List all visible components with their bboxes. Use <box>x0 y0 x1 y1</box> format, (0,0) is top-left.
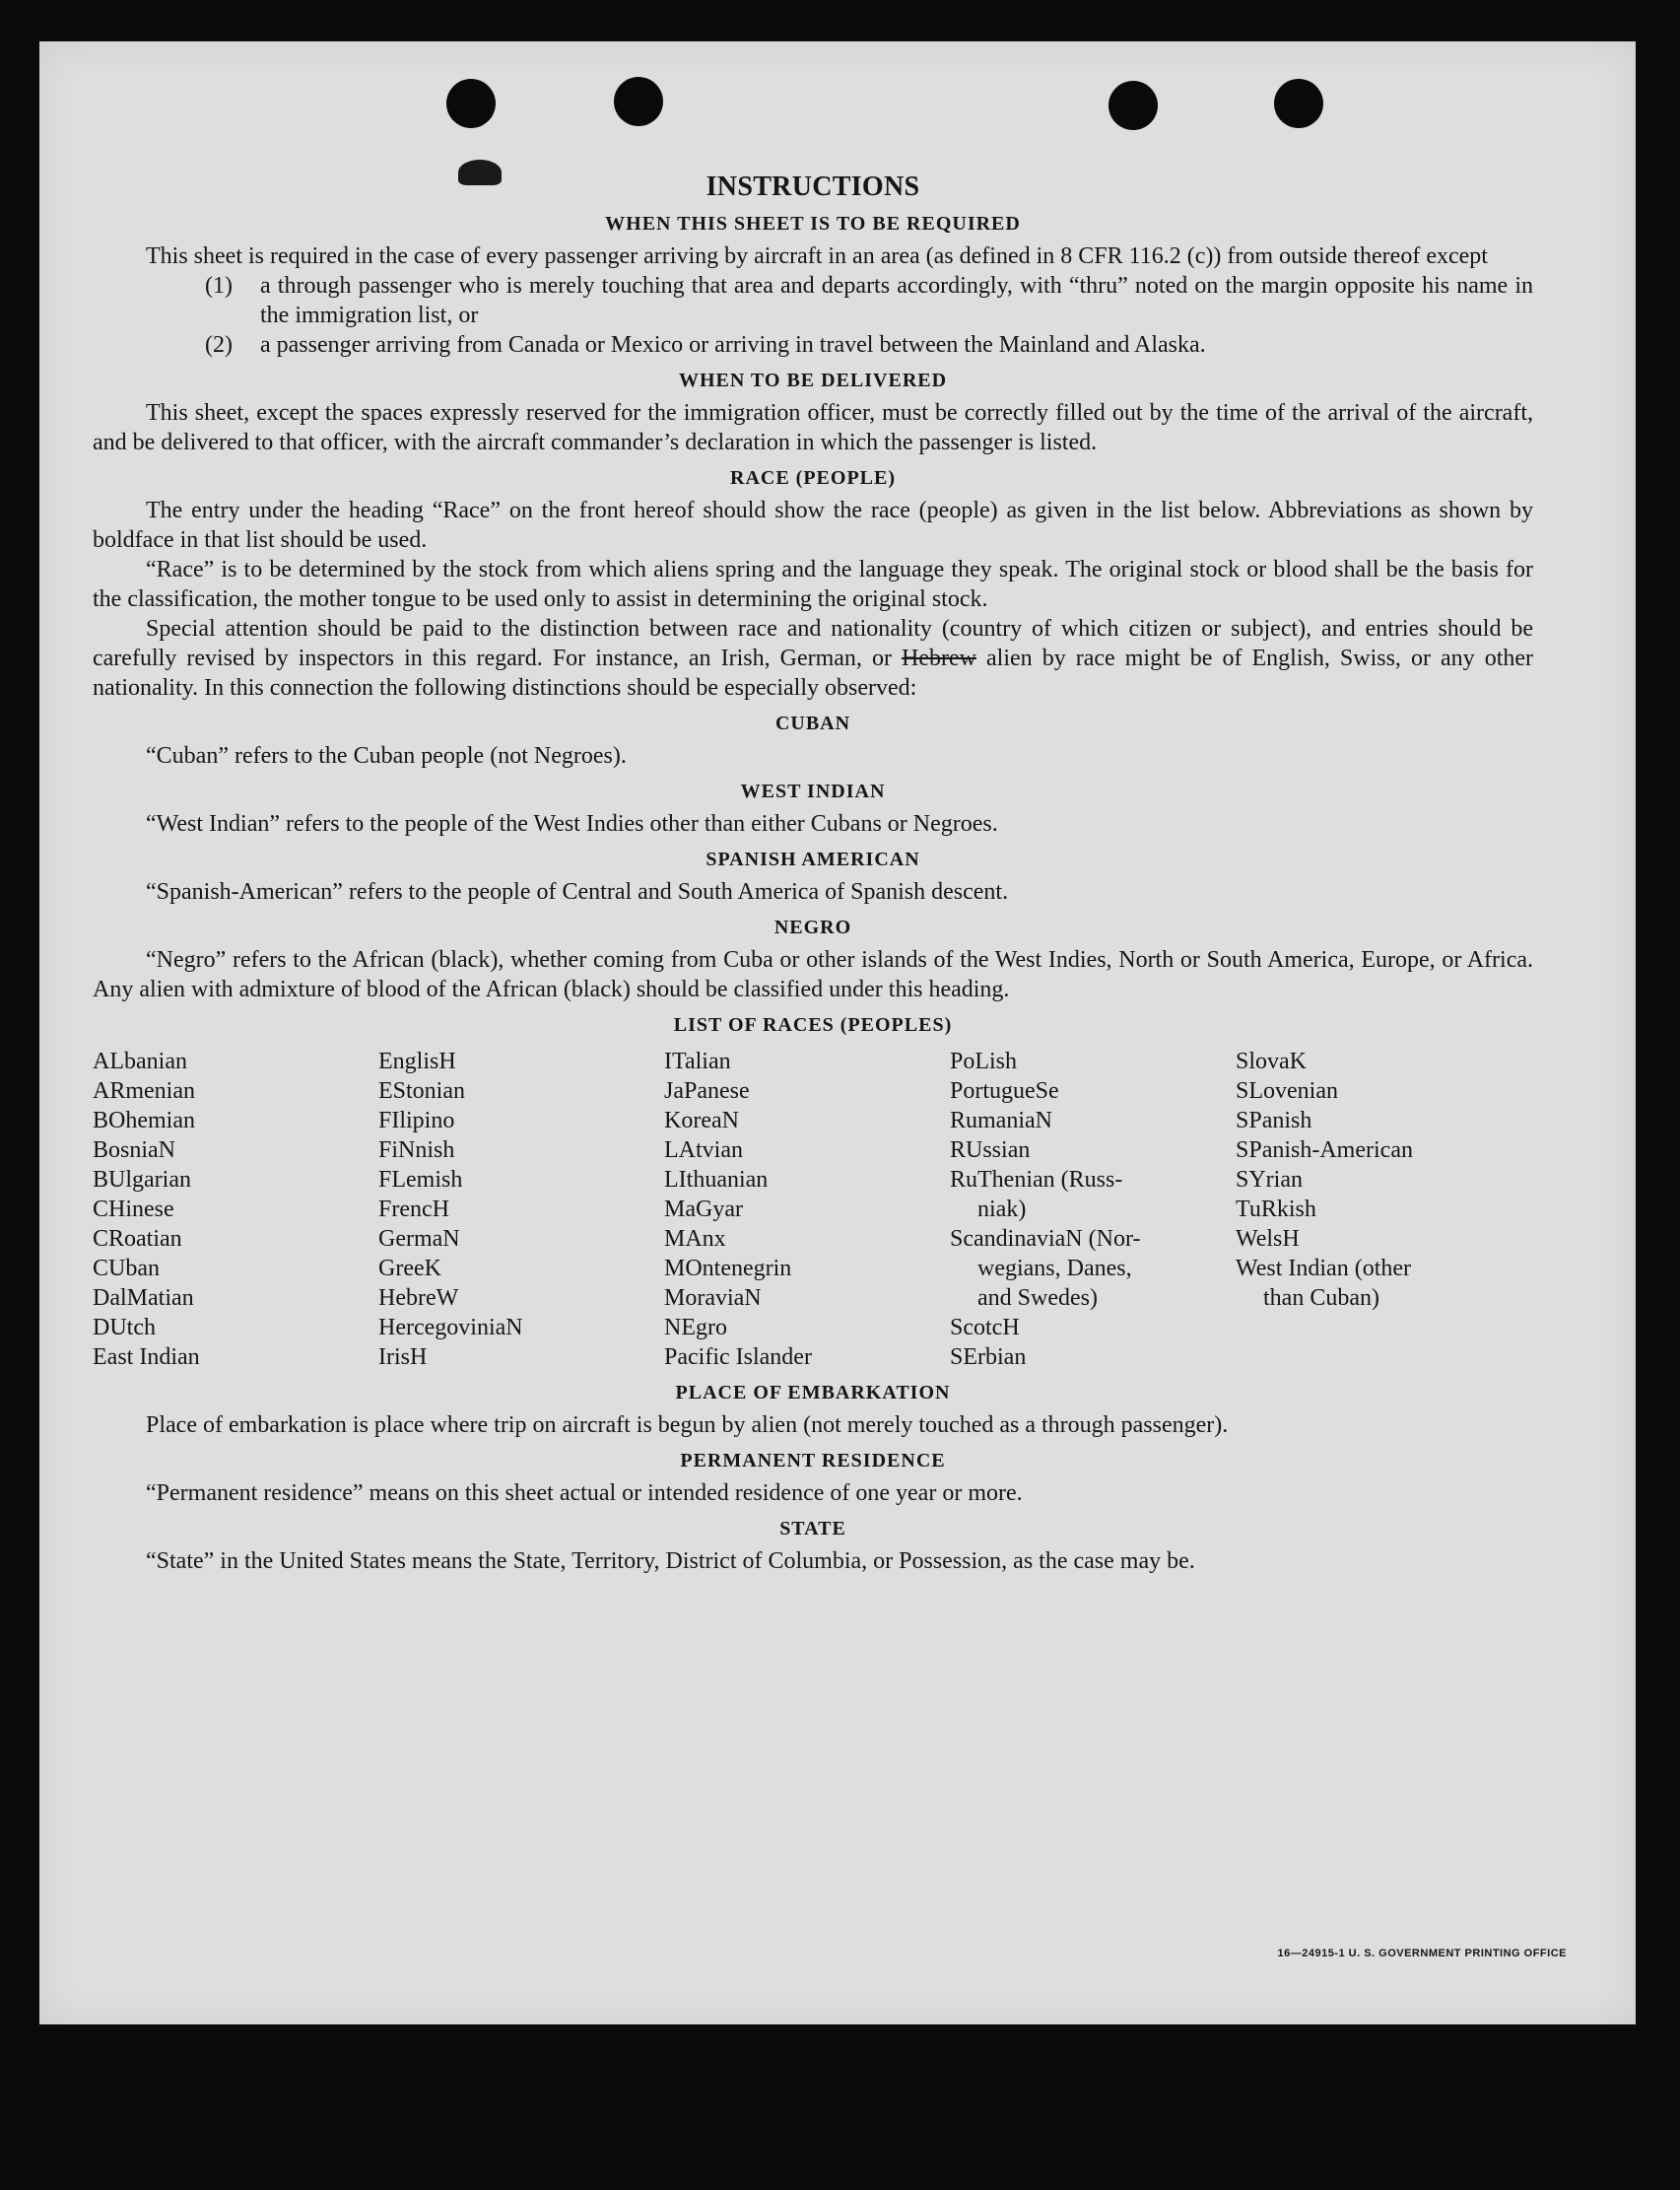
race-entry: EStonian <box>378 1078 465 1104</box>
race-entry: HebreW <box>378 1285 459 1311</box>
race-entry: GreeK <box>378 1256 441 1281</box>
race-column <box>664 1047 950 1372</box>
race-entry: DalMatian <box>93 1285 194 1311</box>
race-entry: ScotcH <box>950 1315 1020 1340</box>
exception-number: (1) <box>205 273 233 299</box>
race-column <box>950 1047 1236 1372</box>
heading-when-required: WHEN THIS SHEET IS TO BE REQUIRED <box>605 213 1021 235</box>
heading-state: STATE <box>779 1518 846 1540</box>
race-entry: EnglisH <box>378 1049 456 1074</box>
embarkation-text: Place of embarkation is place where trip on aircraft is begun by alien (not merely touched as a through passenger). <box>146 1412 1229 1438</box>
punch-hole <box>1274 79 1323 128</box>
races-list <box>93 1047 1533 1372</box>
race-entry: and Swedes) <box>977 1285 1098 1311</box>
heading-list-of-races: LIST OF RACES (PEOPLES) <box>673 1014 953 1036</box>
race-paragraph-3 <box>93 614 1533 703</box>
race-entry: DUtch <box>93 1315 156 1340</box>
race-entry: ScandinaviaN (Nor- <box>950 1226 1141 1252</box>
race-entry: FrencH <box>378 1197 449 1222</box>
punch-hole <box>446 79 496 128</box>
heading-cuban: CUBAN <box>774 713 851 734</box>
heading-permanent-residence: PERMANENT RESIDENCE <box>680 1450 946 1471</box>
heading-embarkation: PLACE OF EMBARKATION <box>675 1382 951 1403</box>
race-entry: RUssian <box>950 1137 1031 1163</box>
race-entry: SLovenian <box>1236 1078 1338 1104</box>
heading-spanish-american: SPANISH AMERICAN <box>706 849 920 870</box>
race-entry: WelsH <box>1236 1226 1300 1252</box>
race-entry: KoreaN <box>664 1108 739 1133</box>
document-sheet <box>39 41 1636 2024</box>
race-entry: NEgro <box>664 1315 727 1340</box>
race-entry: PortugueSe <box>950 1078 1059 1104</box>
race-entry: FiNnish <box>378 1137 455 1163</box>
exception-text: a passenger arriving from Canada or Mexico or arriving in travel between the Mainland and Alaska. <box>260 332 1206 358</box>
race-entry: RumaniaN <box>950 1108 1052 1133</box>
state-text: “State” in the United States means the State, Territory, District of Columbia, or Possession, as the case may be. <box>146 1548 1195 1574</box>
race-entry: CRoatian <box>93 1226 182 1252</box>
instructions-content <box>93 171 1533 1576</box>
race-entry: CUban <box>93 1256 160 1281</box>
race-entry: HercegoviniaN <box>378 1315 523 1340</box>
race-entry: SErbian <box>950 1344 1027 1370</box>
race-paragraph-2: “Race” is to be determined by the stock from which aliens spring and the language they speak. The original stock or blood shall be the basis for the classification, the mother tongue to be used only to assist in determining the original stock. <box>93 557 1533 612</box>
race-entry: FIlipino <box>378 1108 455 1133</box>
race-entry: BUlgarian <box>93 1167 191 1193</box>
page-title: INSTRUCTIONS <box>706 171 920 202</box>
race-entry: MAnx <box>664 1226 726 1252</box>
residence-text: “Permanent residence” means on this sheet actual or intended residence of one year or more. <box>146 1480 1023 1506</box>
west-indian-text: “West Indian” refers to the people of the West Indies other than either Cubans or Negroes. <box>146 811 998 837</box>
race-entry: FLemish <box>378 1167 463 1193</box>
race-entry: SYrian <box>1236 1167 1303 1193</box>
race-column <box>1236 1047 1521 1372</box>
race-entry: GermaN <box>378 1226 460 1252</box>
race-entry: IrisH <box>378 1344 428 1370</box>
exception-number: (2) <box>205 332 233 358</box>
exception-item <box>205 271 1533 330</box>
exception-text: a through passenger who is merely touching that area and departs accordingly, with “thru” noted on the margin opposite his name in the immigration list, or <box>260 273 1533 328</box>
race-entry: RuThenian (Russ- <box>950 1167 1123 1193</box>
race-entry: than Cuban) <box>1263 1285 1379 1311</box>
race-entry: LIthuanian <box>664 1167 769 1193</box>
race-entry: West Indian (other <box>1236 1256 1412 1281</box>
heading-race: RACE (PEOPLE) <box>730 467 896 489</box>
race-entry: SPanish <box>1236 1108 1312 1133</box>
cuban-text: “Cuban” refers to the Cuban people (not Negroes). <box>146 743 627 769</box>
race-column <box>378 1047 664 1372</box>
race-entry: East Indian <box>93 1344 200 1370</box>
race-entry: MoraviaN <box>664 1285 762 1311</box>
punch-hole <box>614 77 663 126</box>
negro-text: “Negro” refers to the African (black), whether coming from Cuba or other islands of the West Indies, North or South America, Europe, or Africa. Any alien with admixture of blood of the African (black) should be classified under this heading. <box>93 947 1533 1002</box>
when-required-intro: This sheet is required in the case of every passenger arriving by aircraft in an area (as defined in 8 CFR 116.2 (c)) from outside thereof except <box>146 243 1488 269</box>
race-paragraph-3b: alien by race might be of English, Swiss, or any other nationality. In this connection the following distinctions should be especially observed: <box>93 646 1534 701</box>
race-entry: SlovaK <box>1236 1049 1307 1074</box>
race-entry: JaPanese <box>664 1078 750 1104</box>
heading-when-delivered: WHEN TO BE DELIVERED <box>678 370 948 391</box>
race-entry: SPanish-American <box>1236 1137 1413 1163</box>
race-entry: TuRkish <box>1236 1197 1316 1222</box>
race-entry: wegians, Danes, <box>977 1256 1132 1281</box>
race-paragraph-1: The entry under the heading “Race” on the front hereof should show the race (people) as given in the list below. Abbreviations as shown by boldface in that list should be used. <box>93 498 1533 553</box>
race-entry: MOntenegrin <box>664 1256 792 1281</box>
printing-office-code: 16—24915-1 U. S. GOVERNMENT PRINTING OFFICE <box>1277 1948 1567 1959</box>
exception-item <box>205 330 1533 360</box>
race-entry: ITalian <box>664 1049 731 1074</box>
race-paragraph-3a: Special attention should be paid to the distinction between race and nationality (country of which citizen or subject), and entries should be carefully revised by inspectors in this regard. For instance, an Irish, German, or <box>93 616 1533 671</box>
race-column <box>93 1047 378 1372</box>
punch-hole <box>1109 81 1158 130</box>
struck-word: Hebrew <box>902 646 976 671</box>
heading-negro: NEGRO <box>773 917 852 938</box>
race-entry: MaGyar <box>664 1197 743 1222</box>
race-entry: BosniaN <box>93 1137 175 1163</box>
race-entry: LAtvian <box>664 1137 743 1163</box>
heading-west-indian: WEST INDIAN <box>740 781 886 802</box>
race-entry: Pacific Islander <box>664 1344 812 1370</box>
race-entry: niak) <box>977 1197 1027 1222</box>
race-entry: BOhemian <box>93 1108 195 1133</box>
when-delivered-text: This sheet, except the spaces expressly reserved for the immigration officer, must be correctly filled out by the time of the arrival of the aircraft, and be delivered to that officer, with the aircraft commander’s declaration in which the passenger is listed. <box>93 400 1533 455</box>
race-entry: PoLish <box>950 1049 1018 1074</box>
spanish-american-text: “Spanish-American” refers to the people of Central and South America of Spanish descent. <box>146 879 1009 905</box>
race-entry: ARmenian <box>93 1078 195 1104</box>
race-entry: ALbanian <box>93 1049 187 1074</box>
race-entry: CHinese <box>93 1197 174 1222</box>
